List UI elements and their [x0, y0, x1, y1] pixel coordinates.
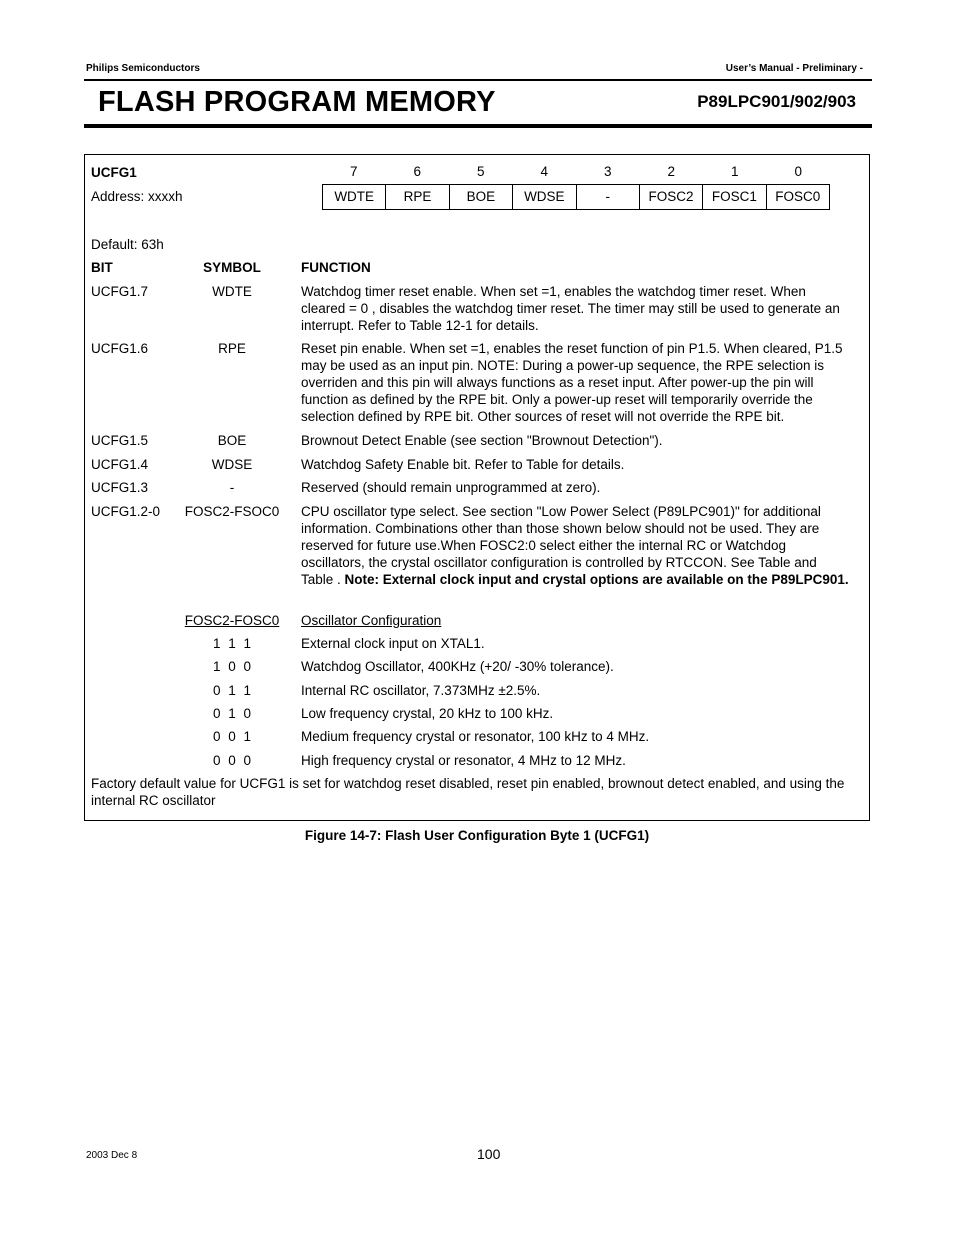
bit-number: 3 — [603, 164, 612, 179]
bit-function — [301, 503, 849, 588]
column-header-bit: BIT — [91, 260, 113, 275]
bit-cell: FOSC0 — [766, 185, 829, 209]
bit-label: UCFG1.2-0 — [91, 504, 161, 519]
company-name: Philips Semiconductors — [86, 63, 200, 74]
register-default: Default: 63h — [91, 237, 164, 252]
osc-code: 1 0 0 — [212, 659, 252, 674]
bit-function-text: CPU oscillator type select. See section "Low Power Select (P89LPC901)" for additional information. Combinations other than those shown below should not be used. They are reserved for future use.When FOSC2:0 select either the internal RC or Watchdog oscillators, the crystal oscillator configuration is controlled by RTCCON. See Table and Table . — [301, 504, 821, 587]
osc-code: 1 1 1 — [212, 636, 252, 651]
bit-number: 2 — [667, 164, 675, 179]
bit-number: 1 — [730, 164, 739, 179]
bit-label: UCFG1.4 — [91, 457, 149, 472]
column-header-symbol: SYMBOL — [203, 260, 261, 275]
part-number: P89LPC901/902/903 — [697, 92, 856, 111]
bit-symbol: FOSC2-FSOC0 — [184, 504, 280, 519]
manual-label: User’s Manual - Preliminary - — [725, 63, 863, 74]
osc-code: 0 0 1 — [212, 729, 252, 744]
bit-symbol: BOE — [217, 433, 247, 448]
bit-number: 4 — [540, 164, 548, 179]
bit-field-row — [322, 184, 830, 210]
bit-function: Reserved (should remain unprogrammed at zero). — [301, 480, 601, 495]
page-title: FLASH PROGRAM MEMORY — [98, 86, 496, 118]
bit-cell: BOE — [449, 185, 512, 209]
footer-date: 2003 Dec 8 — [86, 1150, 138, 1161]
bit-cell: - — [576, 185, 639, 209]
bit-label: UCFG1.3 — [91, 480, 149, 495]
osc-header-function: Oscillator Configuration — [301, 613, 442, 628]
figure-caption: Figure 14-7: Flash User Configuration Byte 1 (UCFG1) — [304, 828, 650, 843]
bit-function: Watchdog timer reset enable. When set =1, enables the watchdog timer reset. When cleared = 0 , disables the watchdog timer reset. The timer may still be used to generate an interrupt. Refer to Table 12-1 for details. — [301, 284, 840, 333]
header-rule-thick — [84, 124, 872, 128]
bit-number-row — [322, 164, 830, 179]
bit-symbol: RPE — [218, 341, 246, 356]
osc-header-symbol: FOSC2-FOSC0 — [184, 613, 280, 628]
bit-label: UCFG1.5 — [91, 433, 149, 448]
bit-number: 7 — [349, 164, 358, 179]
column-header-function: FUNCTION — [301, 260, 371, 275]
bit-label: UCFG1.6 — [91, 341, 149, 356]
bit-symbol: - — [229, 480, 235, 495]
bit-label: UCFG1.7 — [91, 284, 149, 299]
page-number: 100 — [477, 1146, 501, 1162]
bit-cell: WDTE — [334, 189, 375, 204]
bit-function: Brownout Detect Enable (see section "Brownout Detection"). — [301, 433, 663, 448]
bit-number: 5 — [476, 164, 485, 179]
osc-description: External clock input on XTAL1. — [301, 636, 485, 651]
osc-code: 0 1 0 — [212, 706, 252, 721]
bit-function-note: Note: External clock input and crystal options are available on the P89LPC901. — [344, 572, 849, 587]
factory-default-note: Factory default value for UCFG1 is set for watchdog reset disabled, reset pin enabled, brownout detect enabled, and using the internal RC oscillator — [91, 776, 845, 808]
osc-code: 0 1 1 — [212, 683, 252, 698]
osc-description: Internal RC oscillator, 7.373MHz ±2.5%. — [301, 683, 541, 698]
bit-cell: FOSC2 — [639, 185, 702, 209]
bit-symbol: WDSE — [211, 457, 253, 472]
bit-cell: FOSC1 — [702, 185, 765, 209]
bit-cell: RPE — [385, 185, 448, 209]
header-rule-thin — [84, 79, 872, 81]
osc-description: Medium frequency crystal or resonator, 100 kHz to 4 MHz. — [301, 729, 650, 744]
osc-description: Watchdog Oscillator, 400KHz (+20/ -30% tolerance). — [301, 659, 614, 674]
osc-description: High frequency crystal or resonator, 4 MHz to 12 MHz. — [301, 753, 626, 768]
register-address: Address: xxxxh — [91, 189, 183, 204]
bit-number: 6 — [413, 164, 421, 179]
bit-function: Reset pin enable. When set =1, enables the reset function of pin P1.5. When cleared, P1.5 may be used as an input pin. NOTE: During a power-up sequence, the RPE selection is overriden and this pin will always functions as a reset input. After power-up the pin will function as defined by the RPE bit. Only a power-up reset will temporarily override the selection defined by RPE bit. Other sources of reset will not override the RPE bit. — [301, 341, 843, 424]
osc-code: 0 0 0 — [212, 753, 252, 768]
bit-symbol: WDTE — [212, 284, 252, 299]
bit-cell: WDSE — [512, 185, 575, 209]
bit-function: Watchdog Safety Enable bit. Refer to Table for details. — [301, 457, 625, 472]
bit-number: 0 — [794, 164, 802, 179]
register-name: UCFG1 — [91, 165, 137, 180]
osc-description: Low frequency crystal, 20 kHz to 100 kHz. — [301, 706, 554, 721]
